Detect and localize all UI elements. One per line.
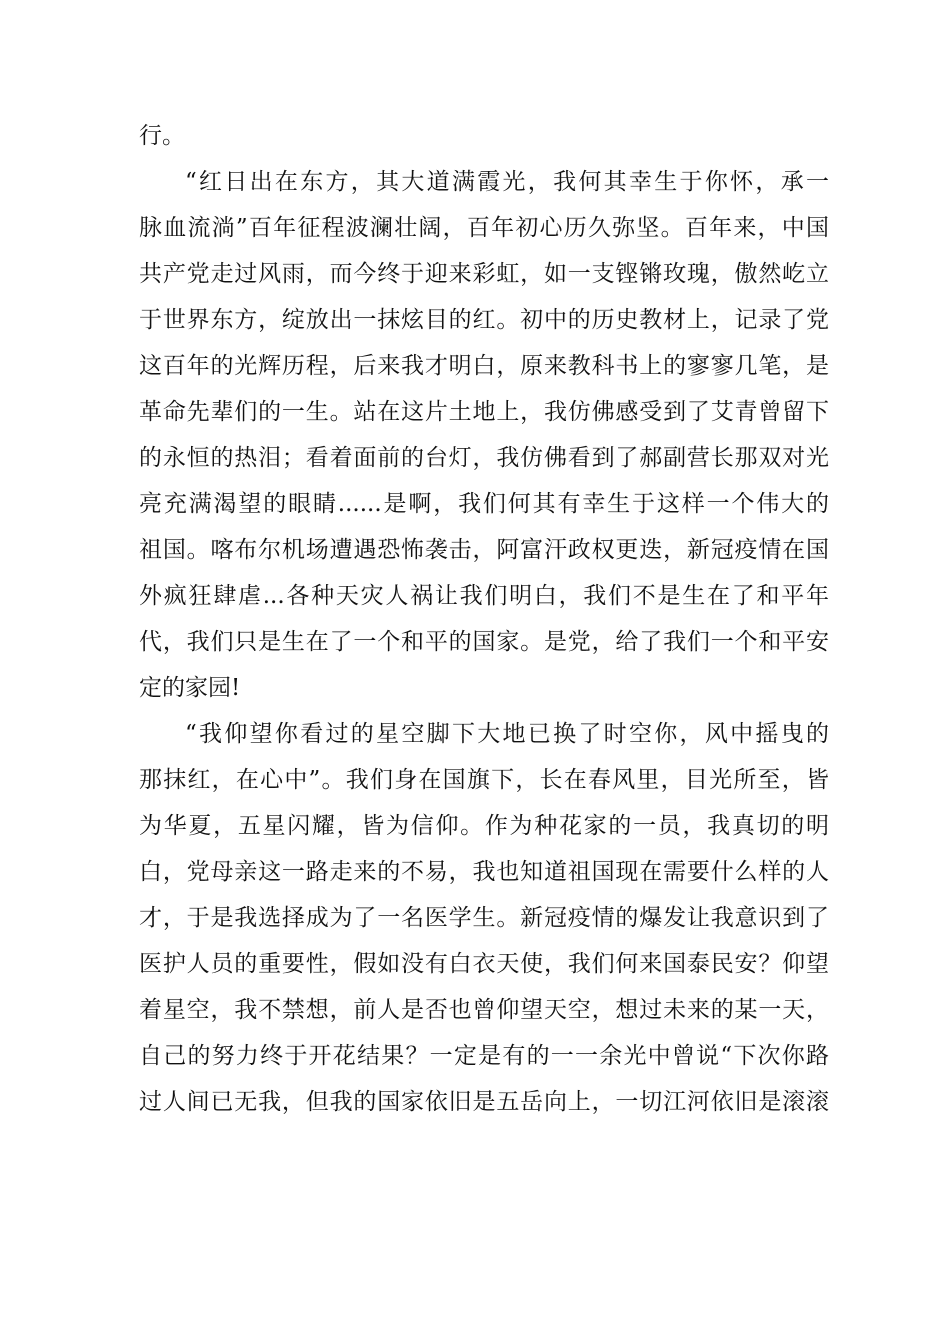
- text-line: 为华夏，五星闪耀，皆为信仰。作为种花家的一员，我真切的明: [139, 813, 829, 839]
- text-line: 脉血流淌”百年征程波澜壮阔，百年初心历久弥坚。百年来，中国: [139, 215, 829, 241]
- text-line: 亮充满渴望的眼睛......是啊，我们何其有幸生于这样一个伟大的: [139, 491, 829, 517]
- text-line: 那抹红，在心中”。我们身在国旗下，长在春风里，目光所至，皆: [139, 767, 829, 793]
- text-line: 着星空，我不禁想，前人是否也曾仰望天空，想过未来的某一天，: [139, 997, 829, 1023]
- text-line: 过人间已无我，但我的国家依旧是五岳向上，一切江河依旧是滚滚: [139, 1089, 829, 1115]
- text-line: “红日出在东方，其大道满霞光，我何其幸生于你怀，承一: [185, 169, 829, 195]
- document-body: [139, 113, 829, 1125]
- text-line: “我仰望你看过的星空脚下大地已换了时空你，风中摇曳的: [185, 721, 829, 747]
- text-line: 共产党走过风雨，而今终于迎来彩虹，如一支铿锵玫瑰，傲然屹立: [139, 261, 829, 287]
- text-line: 的永恒的热泪；看着面前的台灯，我仿佛看到了郝副营长那双对光: [139, 445, 829, 471]
- text-line: 革命先辈们的一生。站在这片土地上，我仿佛感受到了艾青曾留下: [139, 399, 829, 425]
- text-line: 外疯狂肆虐...各种天灾人祸让我们明白，我们不是生在了和平年: [139, 583, 829, 609]
- text-line: 代，我们只是生在了一个和平的国家。是党，给了我们一个和平安: [139, 629, 829, 655]
- text-line: 于世界东方，绽放出一抹炫目的红。初中的历史教材上，记录了党: [139, 307, 829, 333]
- text-line: 这百年的光辉历程，后来我才明白，原来教科书上的寥寥几笔，是: [139, 353, 829, 379]
- text-line: 才，于是我选择成为了一名医学生。新冠疫情的爆发让我意识到了: [139, 905, 829, 931]
- text-line: 定的家园!: [139, 675, 241, 701]
- text-line: 自己的努力终于开花结果？一定是有的一一余光中曾说“下次你路: [139, 1043, 829, 1069]
- text-line: 祖国。喀布尔机场遭遇恐怖袭击，阿富汗政权更迭，新冠疫情在国: [139, 537, 829, 563]
- text-line: 白，党母亲这一路走来的不易，我也知道祖国现在需要什么样的人: [139, 859, 829, 885]
- text-line: 行。: [139, 123, 185, 149]
- text-line: 医护人员的重要性，假如没有白衣天使，我们何来国泰民安？仰望: [139, 951, 829, 977]
